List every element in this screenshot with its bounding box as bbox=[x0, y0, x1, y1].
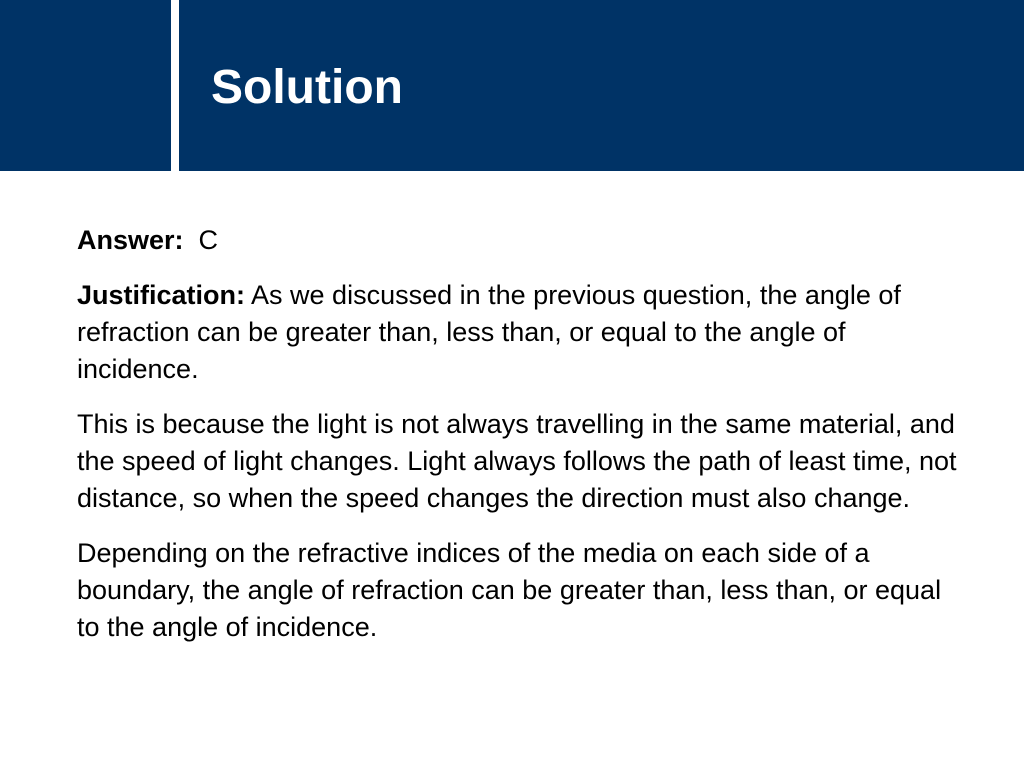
slide-title: Solution bbox=[211, 61, 403, 114]
answer-value: C bbox=[198, 225, 219, 255]
answer-label: Answer: bbox=[77, 225, 184, 255]
body-content bbox=[77, 222, 957, 664]
justification-paragraph bbox=[77, 277, 957, 388]
justification-label: Justification: bbox=[77, 280, 246, 310]
header-left-block bbox=[0, 0, 171, 171]
justification-text: As we discussed in the previous question, the angle of refraction can be greater than, less than, or equal to the angle of incidence. bbox=[77, 280, 901, 384]
refractive-indices-paragraph: Depending on the refractive indices of the media on each side of a boundary, the angle of refraction can be greater than, less than, or equal to the angle of incidence. bbox=[77, 538, 942, 642]
header-divider bbox=[171, 0, 179, 171]
answer-paragraph bbox=[77, 222, 957, 259]
explanation-paragraph: This is because the light is not always travelling in the same material, and the speed of light changes. Light always follows the path of least time, not distance, so when the speed changes the direction must also change. bbox=[77, 409, 957, 513]
